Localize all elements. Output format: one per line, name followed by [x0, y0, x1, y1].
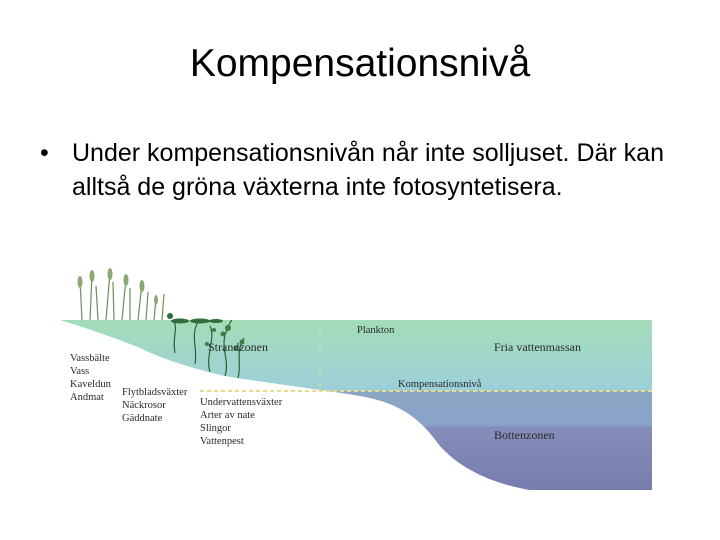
bullet-text: Under kompensationsnivån når inte solljuset. Där kan alltså de gröna växterna inte fotosyntetisera.: [72, 139, 664, 201]
slide-title: Kompensationsnivå: [189, 42, 531, 85]
label-plankton: Plankton: [357, 325, 395, 336]
lake-zones-diagram: [60, 268, 652, 494]
list-item: Andmat: [70, 392, 104, 403]
group-undervattensvaxter: [200, 396, 282, 448]
list-item: Kaveldun: [70, 379, 111, 390]
group-heading: Flytbladsväxter: [122, 387, 188, 398]
group-vassbalte: [70, 352, 111, 404]
label-fria-vattenmassan: Fria vattenmassan: [494, 340, 581, 354]
list-item: Vass: [70, 366, 90, 377]
group-heading: Vassbälte: [70, 353, 110, 364]
list-item: Slingor: [200, 423, 231, 434]
list-item: Gäddnate: [122, 413, 163, 424]
bullet-dot-icon: •: [40, 139, 49, 167]
group-heading: Undervattensväxter: [200, 397, 283, 408]
label-bottenzonen: Bottenzonen: [494, 428, 555, 442]
deep-zone: [330, 391, 652, 490]
lake-cross-section: [60, 268, 652, 494]
list-item: Vattenpest: [200, 436, 244, 447]
label-strandzonen: Strandzonen: [208, 340, 268, 354]
label-kompensationsniva: Kompensationsnivå: [398, 379, 482, 390]
list-item: Näckrosor: [122, 400, 166, 411]
list-item: Arter av nate: [200, 410, 255, 421]
floating-leaves: [167, 313, 223, 324]
reed-heads: [78, 268, 159, 305]
group-flytbladsvaxter: [122, 386, 187, 425]
